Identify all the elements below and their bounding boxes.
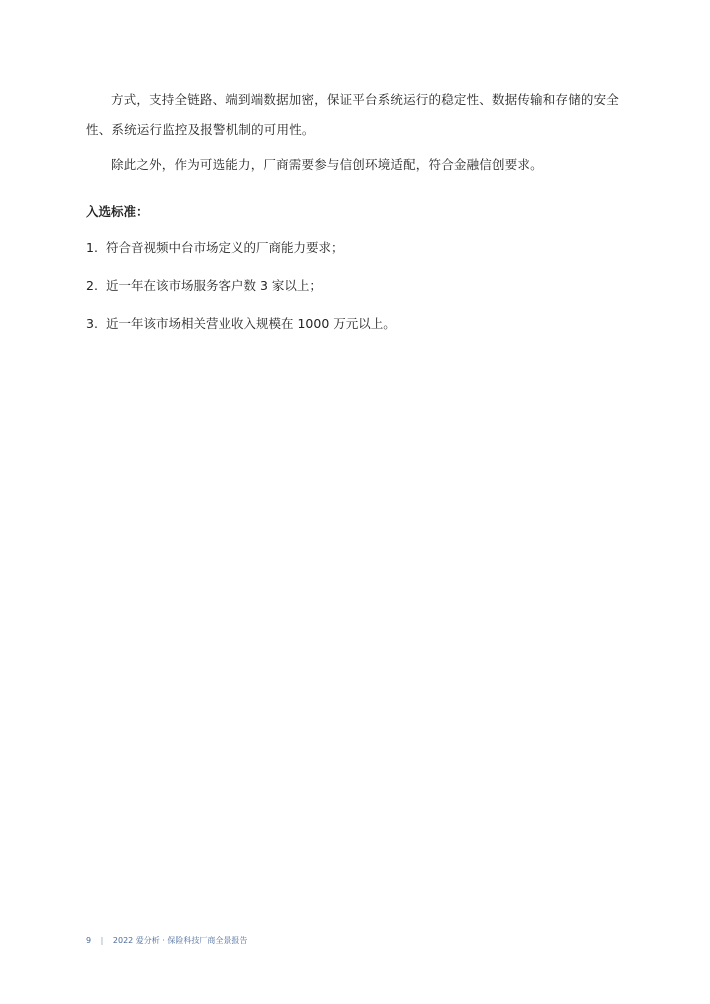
- list-item-text: 近一年在该市场服务客户数 3 家以上；: [105, 278, 322, 293]
- selection-criteria-heading: 入选标准：: [86, 204, 149, 219]
- page-footer: [86, 934, 247, 948]
- body-paragraph: [86, 85, 634, 145]
- page-number: 9: [86, 936, 92, 945]
- list-item-text: 符合音视频中台市场定义的厂商能力要求；: [105, 240, 344, 255]
- paragraph-line: 性、系统运行监控及报警机制的可用性。: [86, 122, 315, 137]
- list-item-number: 1.: [86, 240, 98, 255]
- list-item: [86, 314, 646, 334]
- paragraph-line: 方式，支持全链路、端到端数据加密，保证平台系统运行的稳定性、数据传输和存储的安全: [111, 92, 620, 107]
- footer-report-title: 2022 爱分析 · 保险科技厂商全景报告: [112, 936, 248, 945]
- body-paragraph: [86, 150, 634, 180]
- paragraph-line: 除此之外，作为可选能力，厂商需要参与信创环境适配，符合金融信创要求。: [111, 157, 543, 172]
- list-item-number: 3.: [86, 316, 98, 331]
- list-item-number: 2.: [86, 278, 98, 293]
- list-item: [86, 276, 646, 296]
- list-item-text: 近一年该市场相关营业收入规模在 1000 万元以上。: [105, 316, 396, 331]
- selection-criteria-list: [86, 238, 646, 352]
- list-item: [86, 238, 646, 258]
- footer-separator: |: [100, 936, 104, 945]
